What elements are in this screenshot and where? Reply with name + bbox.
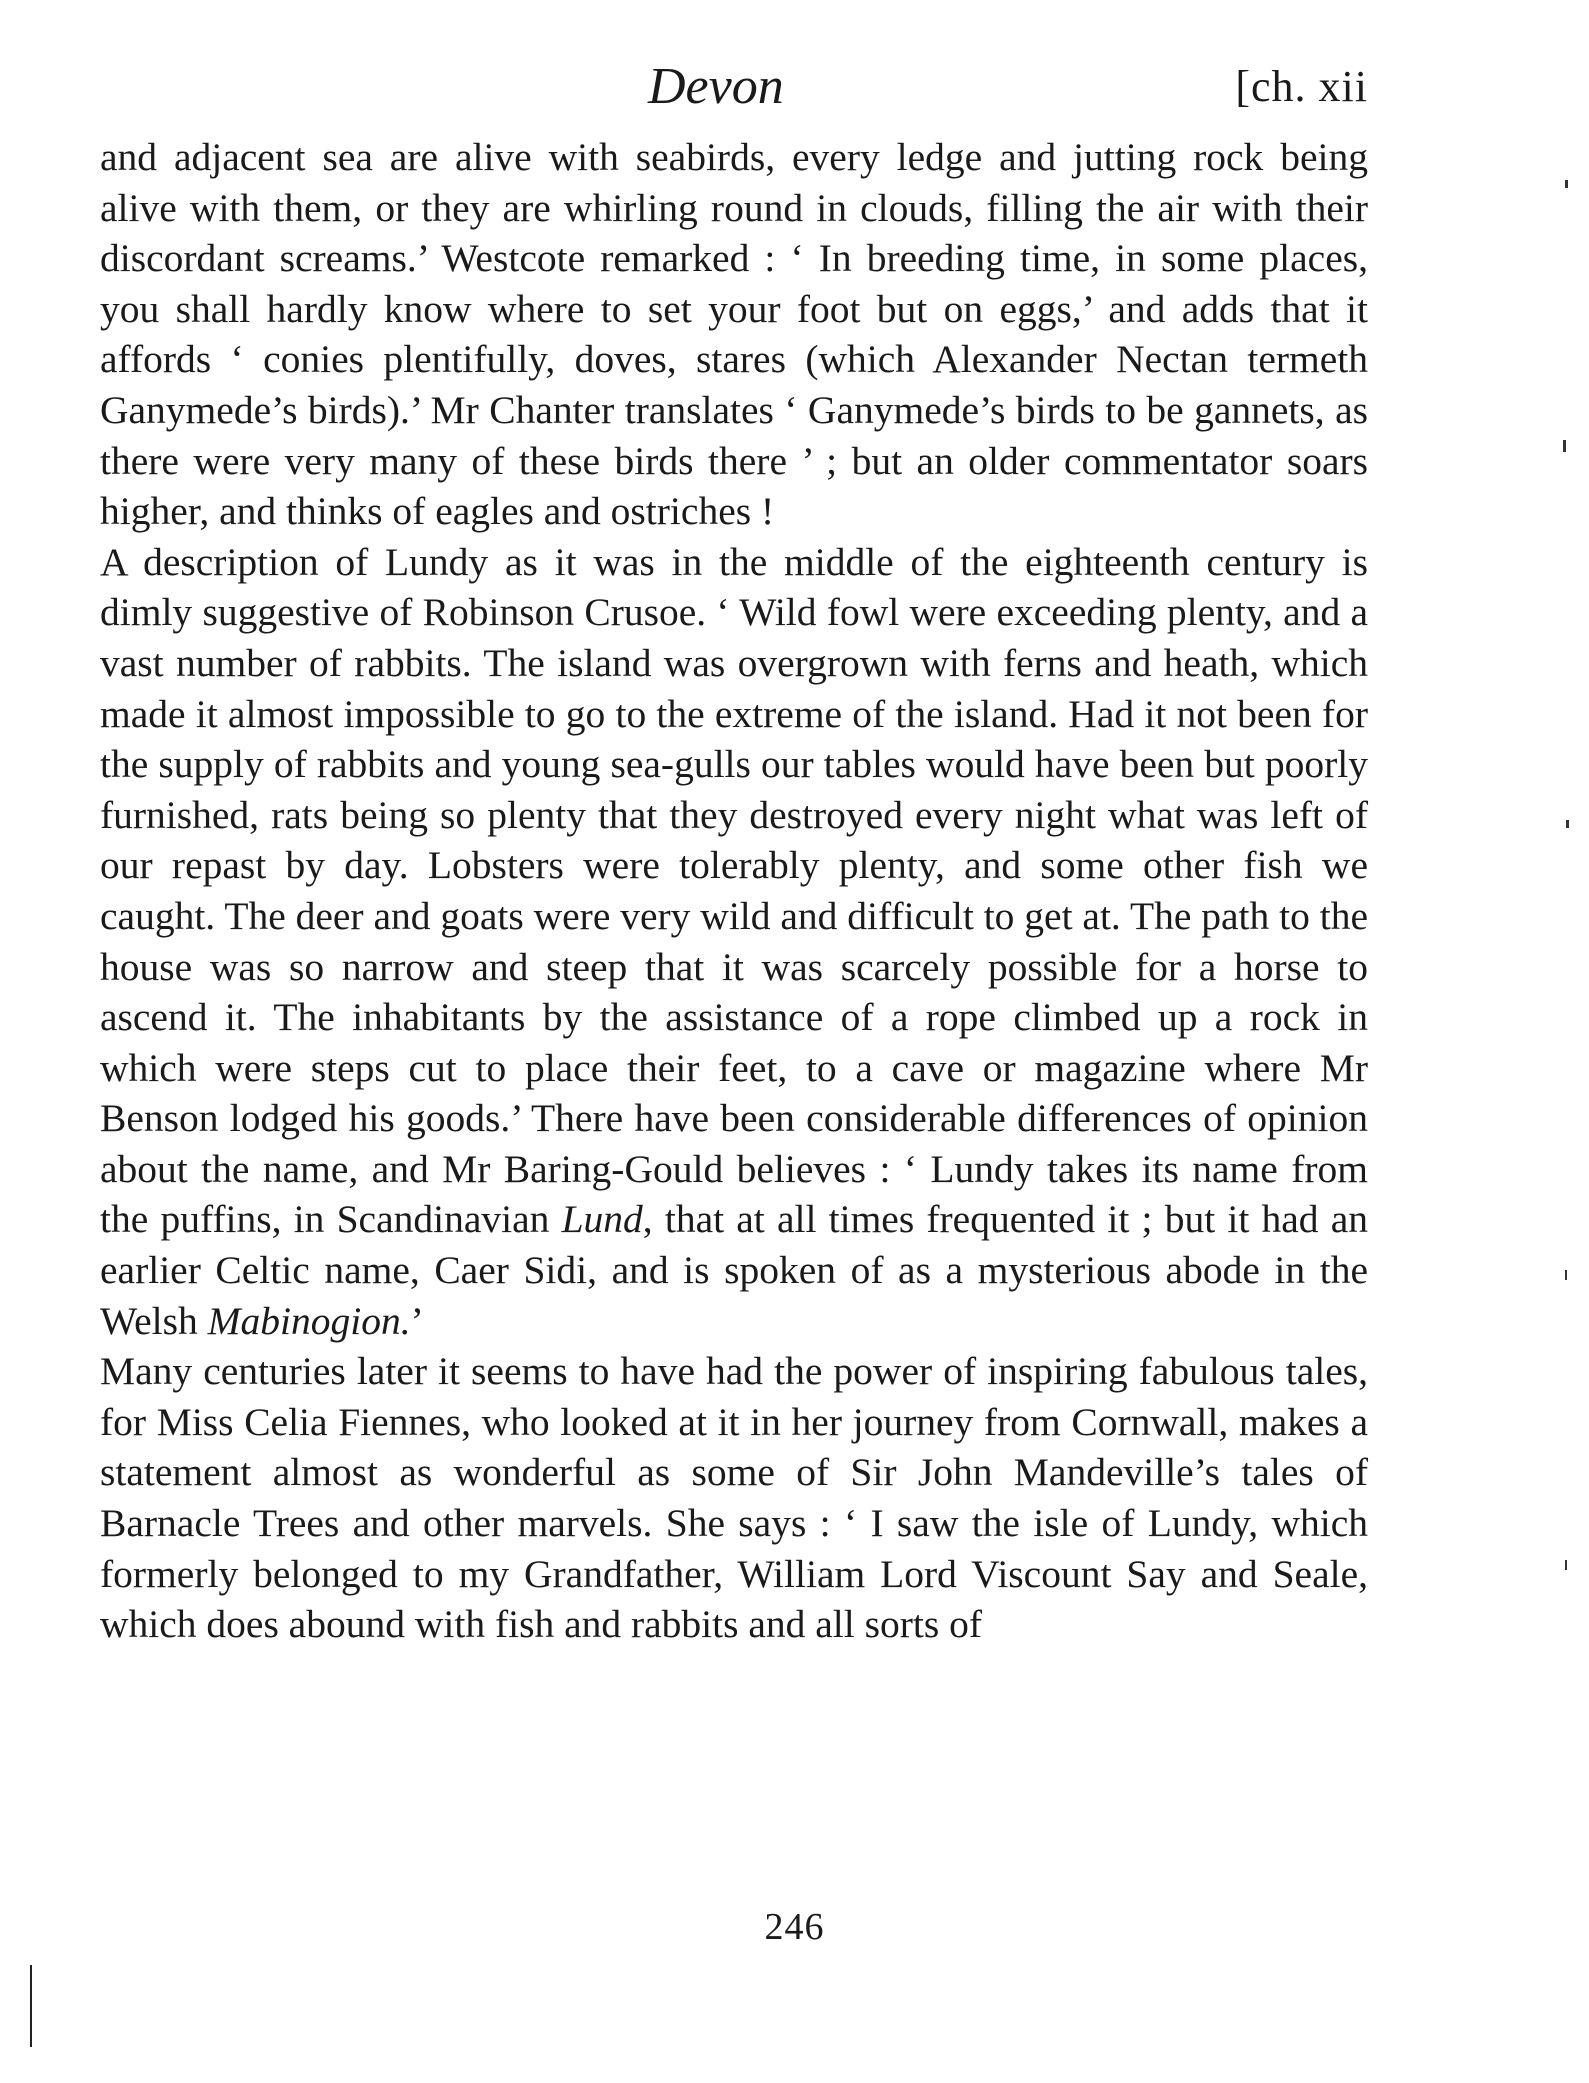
scan-speck bbox=[1565, 1560, 1567, 1570]
scan-speck bbox=[1566, 820, 1569, 828]
paragraph-text: A description of Lundy as it was in the middle of the eighteenth century is dimly suggestive of Robinson Crusoe. ‘ Wild fowl were exceeding plenty, and a vast number of rabbits. The island was overgrown with ferns and heath, which made it almost impossible to go to the extreme of the island. Had it not been for the supply of rabbits and young sea-gulls our tables would have been but poorly furnished, rats being so plenty that they destroyed every night what was left of our repast by day. Lobsters were tolerably plenty, and some other fish we caught. The deer and goats were very wild and difficult to get at. The path to the house was so narrow and steep that it was scarcely possible for a horse to ascend it. The inhabitants by the assistance of a rope climbed up a rock in which were steps cut to place their feet, to a cave or magazine where Mr Benson lodged his goods.’ There have been considerable differences of opinion about the name, and Mr Baring-Gould believes : ‘ Lundy takes its name from the puffins, in Scandinavian bbox=[100, 539, 1368, 1242]
paragraph-text: ’ bbox=[410, 1298, 424, 1343]
page-number: 246 bbox=[764, 1906, 825, 1948]
paragraph-text: and adjacent sea are alive with seabirds, every ledge and jutting rock being alive with them, or they are whirling round in clouds, filling the air with their discordant screams.’ Westcote remarked : ‘ In breeding time, in some places, you shall hardly know where to set your foot but on eggs,’ and adds that it affords ‘ conies plentifully, doves, stares (which Alexander Nectan termeth Ganymede’s birds).’ Mr Chanter translates ‘ Ganymede’s birds to be gannets, as there were very many of these birds there ’ ; but an older commentator soars higher, and thinks of eagles and ostriches ! bbox=[100, 135, 1368, 534]
body-text bbox=[100, 132, 1368, 1650]
paragraph-text: Many centuries later it seems to have had the power of inspiring fabulous tales, for Miss Celia Fiennes, who looked at it in her journey from Cornwall, makes a statement almost as wonderful as some of Sir John Mandeville’s tales of Barnacle Trees and other marvels. She says : ‘ I saw the isle of Lundy, which formerly belonged to my Grandfather, William Lord Viscount Say and Seale, which does abound with fish and rabbits and all sorts of bbox=[100, 1349, 1368, 1647]
scan-speck bbox=[1565, 180, 1568, 188]
running-title: Devon bbox=[648, 58, 784, 115]
chapter-marker: [ch. xii bbox=[1235, 62, 1368, 111]
paragraph bbox=[100, 537, 1368, 1347]
scan-edge-line bbox=[30, 1965, 32, 2047]
italic-term: Lund bbox=[561, 1197, 643, 1242]
scan-speck bbox=[1563, 440, 1566, 452]
paragraph bbox=[100, 132, 1368, 537]
italic-term: Mabinogion. bbox=[207, 1298, 411, 1343]
scan-speck bbox=[1565, 1270, 1567, 1280]
page-header bbox=[100, 52, 1368, 122]
paragraph bbox=[100, 1346, 1368, 1650]
paragraph-text: , that at all times frequented it ; but it had an earlier Celtic name, Caer Sidi, and is spoken of as a mysterious abode in the Welsh bbox=[100, 1197, 1368, 1343]
